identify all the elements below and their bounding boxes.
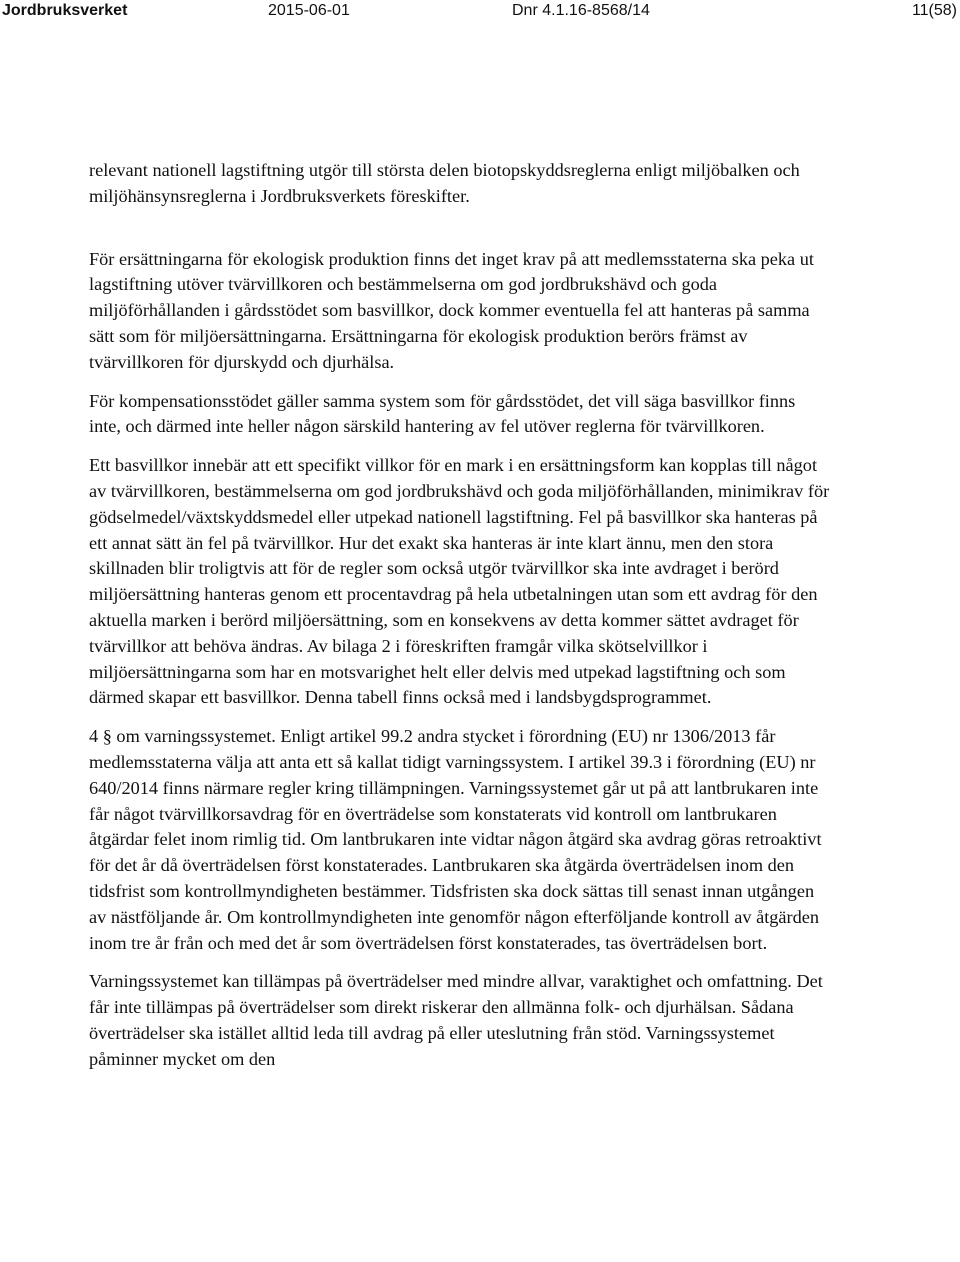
paragraph: Ett basvillkor innebär att ett specifikt villkor för en mark i en ersättningsform kan kopplas till något av tvärvillkoren, bestämmelserna om god jordbrukshävd och goda miljöförhållanden, minimikrav för gödselmedel/växtskyddsmedel eller utpekad nationell lagstiftning. Fel på basvillkor ska hanteras på ett annat sätt än fel på tvärvillkor. Hur det exakt ska hanteras är inte klart ännu, men den stora skillnaden blir troligtvis att för de regler som också utgör tvärvillkor ska inte avdraget i berörd miljöersättning hanteras genom ett procentavdrag på hela utbetalningen utan som ett avdrag för den aktuella marken i berörd miljöersättning, som en konsekvens av detta kommer sättet avdraget för tvärvillkor att behöva ändras. Av bilaga 2 i föreskriften framgår vilka skötselvillkor i miljöersättningarna som har en motsvarighet helt eller delvis med utpekad lagstiftning och som därmed skapar ett basvillkor. Denna tabell finns också med i landsbygdsprogrammet. (89, 455, 830, 708)
paragraph: För ersättningarna för ekologisk produktion finns det inget krav på att medlemsstaterna ska peka ut lagstiftning utöver tvärvillkoren och bestämmelserna om god jordbrukshävd och goda miljöförhållanden i gårdsstödet som basvillkor, dock kommer eventuella fel att hanteras på samma sätt som för miljöersättningarna. Ersättningarna för ekologisk produktion berörs främst av tvärvillkoren för djurskydd och djurhälsa. (89, 248, 814, 372)
page-header (0, 0, 960, 24)
paragraph: relevant nationell lagstiftning utgör till största delen biotopskyddsreglerna enligt miljöbalken och miljöhänsynsreglerna i Jordbruksverkets föreskifter. (89, 160, 800, 206)
document-body (89, 158, 831, 1086)
paragraph: 4 § om varningssystemet. Enligt artikel 99.2 andra stycket i förordning (EU) nr 1306/2013 får medlemsstaterna välja att anta ett så kallat tidigt varningssystem. I artikel 39.3 i förordning (EU) nr 640/2014 finns närmare regler kring tillämpningen. Varningssystemet går ut på att lantbrukaren inte får något tvärvillkorsavdrag för en överträdelse som konstaterats vid kontroll om lantbrukaren åtgärdar felet inom rimlig tid. Om lantbrukaren inte vidtar någon åtgärd ska avdrag göras retroaktivt för det år då överträdelsen först konstaterades. Lantbrukaren ska åtgärda överträdelsen inom den tidsfrist som kontrollmyndigheten bestämmer. Tidsfristen ska dock sättas till senast innan utgången av nästföljande år. Om kontrollmyndigheten inte genomför någon efterföljande kontroll av åtgärden inom tre år från och med det år som överträdelsen först konstaterades, tas överträdelsen bort. (89, 726, 822, 953)
organization-name: Jordbruksverket (2, 2, 128, 19)
page-number: 11(58) (911, 2, 957, 19)
paragraph: Varningssystemet kan tillämpas på överträdelser med mindre allvar, varaktighet och omfattning. Det får inte tillämpas på överträdelser som direkt riskerar den allmänna folk- och djurhälsan. Sådana överträdelser ska istället alltid leda till avdrag på eller uteslutning från stöd. Varningssystemet påminner mycket om den (89, 971, 823, 1069)
document-reference: Dnr 4.1.16-8568/14 (512, 2, 650, 19)
document-date: 2015-06-01 (268, 2, 350, 19)
paragraph: För kompensationsstödet gäller samma system som för gårdsstödet, det vill säga basvillkor finns inte, och därmed inte heller någon särskild hantering av fel utöver reglerna för tvärvillkoren. (89, 390, 796, 437)
